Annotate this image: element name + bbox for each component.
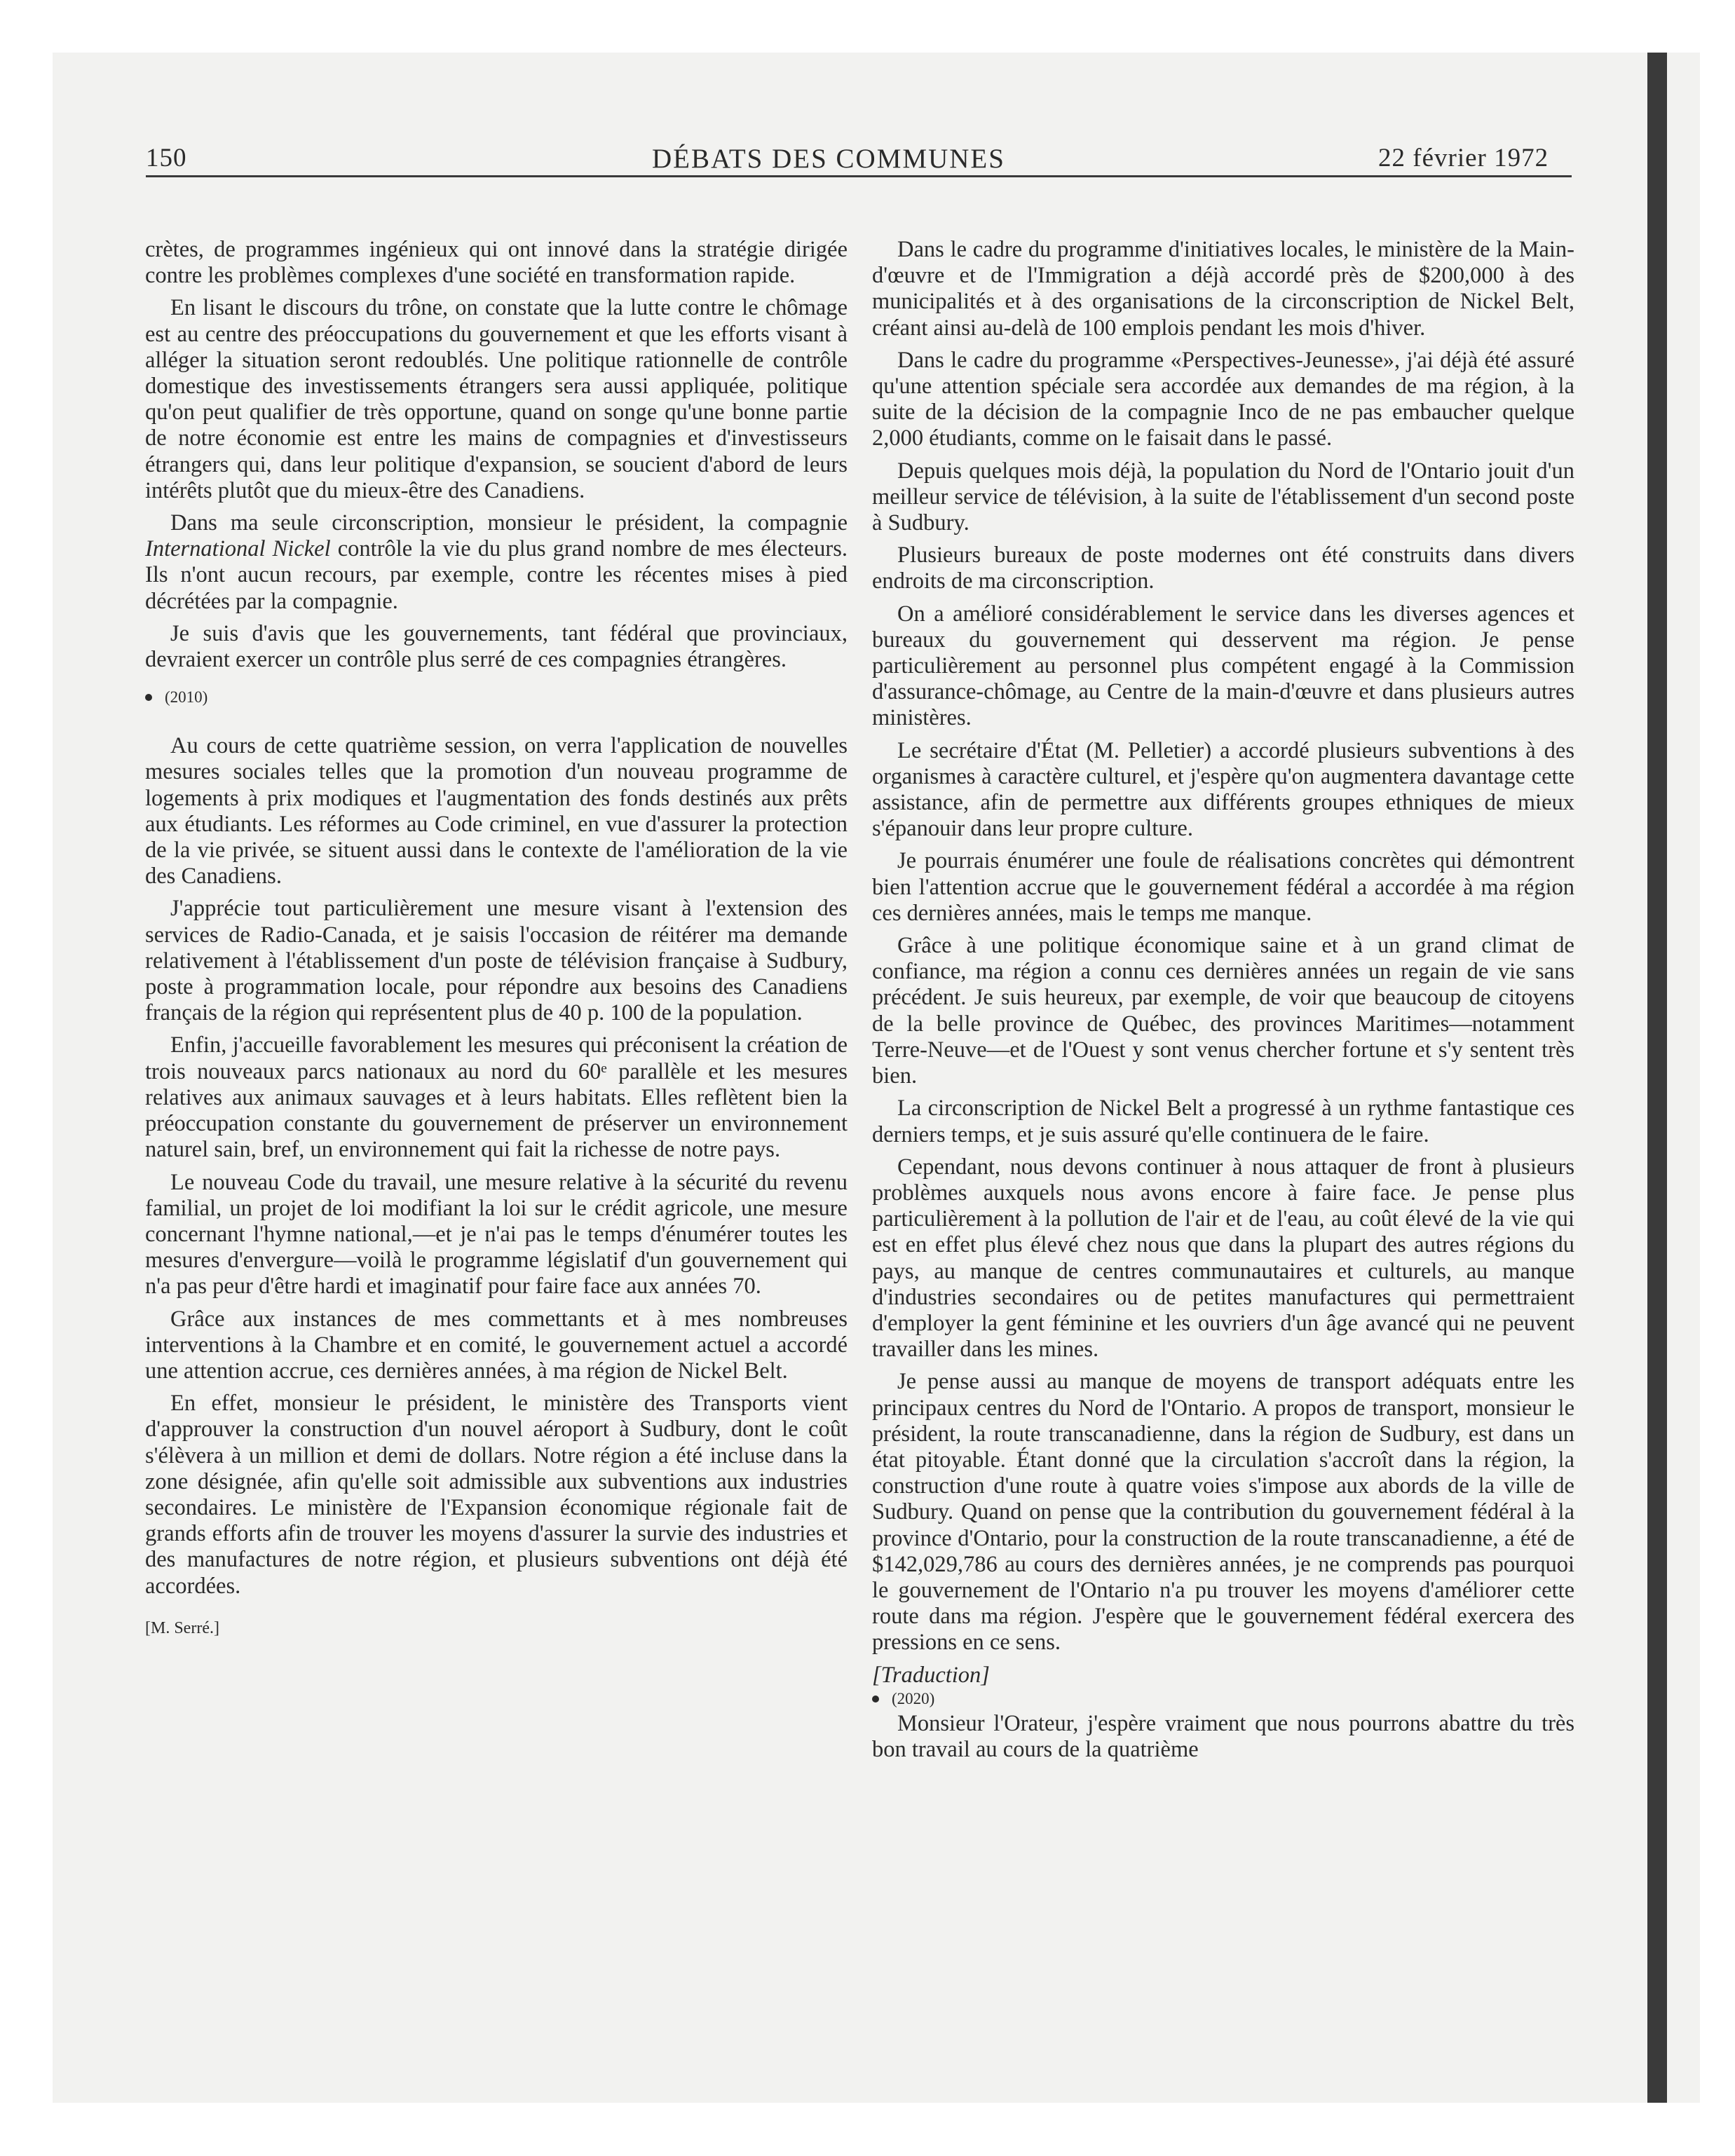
paragraph: Au cours de cette quatrième session, on verra l'application de nouvelles mesures sociales telles que la promotion d'un nouveau programme de logements à prix modiques et l'augmentation des fonds destinés aux prêts aux étudiants. Les réformes au Code criminel, en vue d'assurer la protection de la vie privée, se situent aussi dans le contexte de l'amélioration de la vie des Canadiens. bbox=[145, 733, 848, 889]
paragraph: Plusieurs bureaux de poste modernes ont été construits dans divers endroits de ma circonscription. bbox=[872, 543, 1574, 594]
paragraph: En effet, monsieur le président, le ministère des Transports vient d'approuver la construction d'un nouvel aéroport à Sudbury, dont le coût s'élèvera à un million et demi de dollars. Notre région a été incluse dans la zone désignée, afin qu'elle soit admissible aux subventions aux industries secondaires. Le ministère de l'Expansion économique régionale fait de grands efforts afin de trouver les moyens d'assurer la survie des industries et des manufactures de notre région, et plusieurs subventions ont déjà été accordées. bbox=[145, 1391, 848, 1599]
paragraph: Cependant, nous devons continuer à nous attaquer de front à plusieurs problèmes auxquels nous avons encore à faire face. Je pense plus particulièrement à la pollution de l'air et de l'eau, au coût élevé de la vie qui est en effet plus élevé chez nous que dans la plupart des autres régions du pays, au manque de centres communautaires et culturels, au manque d'industries secondaires ou de petites manufactures qui permettraient d'employer la gent féminine et les ouvriers d'un âge avancé qui ne peuvent travailler dans les mines. bbox=[872, 1154, 1574, 1363]
paragraph: Le nouveau Code du travail, une mesure relative à la sécurité du revenu familial, un projet de loi modifiant la loi sur le crédit agricole, une mesure concernant l'hymne national,—et je n'ai pas le temps d'énumérer toutes les mesures d'envergure—voilà le programme législatif d'un gouvernement qui n'a pas peur d'être hardi et imaginatif pour faire face aux années 70. bbox=[145, 1169, 848, 1299]
paragraph: Grâce à une politique économique saine et à un grand climat de confiance, ma région a connu ces dernières années un regain de vie sans précédent. Je suis heureux, par exemple, de voir que beaucoup de citoyens de la belle province de Québec, des provinces Maritimes—notamment Terre-Neuve—et de l'Ouest y sont venus chercher fortune et s'y sentent très bien. bbox=[872, 933, 1574, 1089]
header-rule bbox=[146, 175, 1572, 177]
paragraph: On a amélioré considérablement le service dans les diverses agences et bureaux du gouvernement qui desservent ma région. Je pense particulièrement au personnel plus compétent engagé à la Commission d'assurance-chômage, au Centre de la main-d'œuvre et dans plusieurs autres ministères. bbox=[872, 601, 1574, 731]
translation-label bbox=[872, 1663, 1574, 1688]
paragraph: En lisant le discours du trône, on constate que la lutte contre le chômage est au centre des préoccupations du gouvernement et que les efforts visant à alléger la situation seront redoublés. Une politique rationnelle de contrôle domestique des investissements étrangers sera aussi appliquée, politique qu'on peut qualifier de très opportune, quand on songe qu'une bonne partie de notre économie est entre les mains de compagnies et d'investisseurs étrangers qui, dans leur politique d'expansion, se soucient d'abord de leurs intérêts plutôt que du mieux-être des Canadiens. bbox=[145, 295, 848, 503]
paragraph: Le secrétaire d'État (M. Pelletier) a accordé plusieurs subventions à des organismes à caractère culturel, et j'espère qu'on augmentera davantage cette assistance, afin de permettre aux différents groupes ethniques de mieux s'épanouir dans leur propre culture. bbox=[872, 737, 1574, 842]
paragraph: Grâce aux instances de mes commettants et à mes nombreuses interventions à la Chambre et en comité, le gouvernement actuel a accordé une attention accrue, ces dernières années, à ma région de Nickel Belt. bbox=[145, 1306, 848, 1384]
bullet-icon bbox=[145, 694, 152, 701]
paragraph: La circonscription de Nickel Belt a progressé à un rythme fantastique ces derniers temps, et je suis assuré qu'elle continuera de le faire. bbox=[872, 1096, 1574, 1147]
right-column bbox=[872, 237, 1574, 1769]
text-run: Dans ma seule circonscription, monsieur le président, la compagnie bbox=[170, 510, 848, 536]
journal-title: DÉBATS DES COMMUNES bbox=[652, 144, 1005, 174]
left-column bbox=[145, 237, 848, 1639]
paragraph: Monsieur l'Orateur, j'espère vraiment que nous pourrons abattre du très bon travail au cours de la quatrième bbox=[872, 1710, 1574, 1762]
page-date: 22 février 1972 bbox=[1378, 144, 1549, 172]
paragraph: Je pense aussi au manque de moyens de transport adéquats entre les principaux centres du Nord de l'Ontario. A propos de transport, monsieur le président, la route transcanadienne, dans la région de Sudbury, est dans un état pitoyable. Étant donné que la circulation s'accroît dans la région, la construction d'une route à quatre voies s'impose aux abords de la ville de Sudbury. Quand on pense que la contribution du gouvernement fédéral à la province d'Ontario, pour la construction de la route transcanadienne, a été de $142,029,786 au cours des dernières années, je ne comprends pas pourquoi le gouvernement de l'Ontario n'a pu trouver les moyens d'améliorer cette route dans ma région. J'espère que le gouvernement fédéral exercera des pressions en ce sens. bbox=[872, 1369, 1574, 1656]
paragraph bbox=[145, 510, 848, 615]
bullet-icon bbox=[872, 1696, 879, 1703]
time-marker bbox=[145, 687, 848, 708]
translation-label-text: [Traduction] bbox=[872, 1662, 990, 1688]
page-number: 150 bbox=[146, 144, 187, 172]
paragraph: Je suis d'avis que les gouvernements, tant fédéral que provinciaux, devraient exercer un contrôle plus serré de ces compagnies étrangères. bbox=[145, 620, 848, 673]
paragraph: crètes, de programmes ingénieux qui ont innové dans la stratégie dirigée contre les problèmes complexes d'une société en transformation rapide. bbox=[145, 237, 848, 289]
paragraph: J'apprécie tout particulièrement une mesure visant à l'extension des services de Radio-Canada, et je saisis l'occasion de réitérer ma demande relativement à l'établissement d'un poste de télévision française à Sudbury, poste à programmation locale, pour répondre aux besoins des Canadiens français de la région qui représentent plus de 40 p. 100 de la population. bbox=[145, 896, 848, 1026]
paragraph: Dans le cadre du programme d'initiatives locales, le ministère de la Main-d'œuvre et de l'Immigration a déjà accordé près de $200,000 à des municipalités et à des organisations de la circonscription de Nickel Belt, créant ainsi au-delà de 100 emplois pendant les mois d'hiver. bbox=[872, 237, 1574, 341]
time-marker bbox=[872, 1688, 1574, 1710]
company-name: International Nickel bbox=[145, 536, 331, 562]
paragraph: Enfin, j'accueille favorablement les mesures qui préconisent la création de trois nouveaux parcs nationaux au nord du 60ᵉ parallèle et les mesures relatives aux animaux sauvages et à leurs habitats. Elles reflètent bien la préoccupation constante du gouvernement de préserver un environnement naturel sain, bref, un environnement qui fait la richesse de notre pays. bbox=[145, 1032, 848, 1163]
text-run: contrôle la vie du plus grand nombre de mes électeurs. Ils n'ont aucun recours, par exemple, contre les récentes mises à pied décrétées par la compagnie. bbox=[145, 536, 848, 614]
paragraph: Depuis quelques mois déjà, la population du Nord de l'Ontario jouit d'un meilleur service de télévision, à la suite de l'établissement d'un second poste à Sudbury. bbox=[872, 458, 1574, 536]
time-marker-label: (2020) bbox=[892, 1689, 935, 1707]
speaker-attribution: [M. Serré.] bbox=[145, 1618, 219, 1637]
time-marker-label: (2010) bbox=[165, 688, 208, 707]
paragraph: Dans le cadre du programme «Perspectives-Jeunesse», j'ai déjà été assuré qu'une attention spéciale sera accordée aux demandes de ma région, à la suite de la décision de la compagnie Inco de ne pas embaucher quelque 2,000 étudiants, comme on le faisait dans le passé. bbox=[872, 347, 1574, 451]
paragraph: Je pourrais énumérer une foule de réalisations concrètes qui démontrent bien l'attention accrue que le gouvernement fédéral a accordée à ma région ces dernières années, mais le temps me manque. bbox=[872, 848, 1574, 926]
scan-edge-bar bbox=[1647, 53, 1667, 2103]
